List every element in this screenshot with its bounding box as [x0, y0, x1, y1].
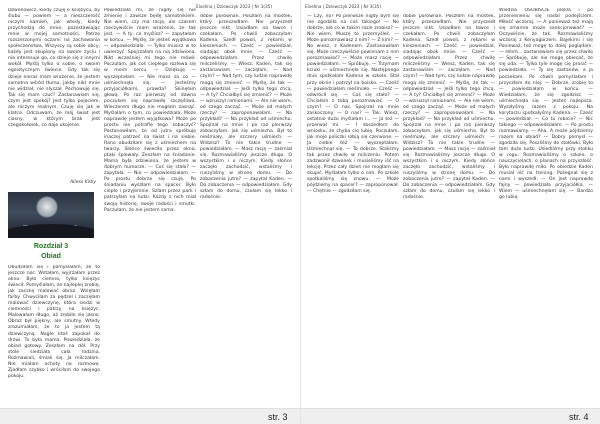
- page-header-right: Elvellna | Dziewczyk 2023 | Nr 3(35): [305, 4, 381, 9]
- paragraph: — Czy, no? Po pierwsze nigdy bym się nie zgodziła na coś takiego! — No dobrze, ale co w takim razie zrobisz? — Nie wiem. Muszę to przemyśleć. — Może porozmawiasz z nim? — Z kim? — No wiesz, z Kadenem. Zastanowiłam się. Może rzeczywiście powinnam z nim porozmawiać? — Może masz rację — powiedziałam. — Spróbuję. — Trzymam kciuki — uśmiechnęła się. Następnego dnia spotkałam Kadena w szkole. Stał przy oknie i patrzył na boisko. — Cześć — powiedziałam nieśmiało. — Cześć — odwrócił się. — Coś się stało? — Chciałam z tobą porozmawiać. — O czym? — O nas. Spojrzał na mnie zaskoczony. — O nas? — Tak. Wiesz, ostatnio dużo myślałam i... — Ja też — przerwał mi. — I doszedłem do wniosku, że chyba cię lubię. Poczułam, jak moje policzki robią się czerwone. — Ja ciebie też — wyszeptałam. Uśmiechnął się. — To dobrze. Staliśmy tak przez chwilę w milczeniu. Potem zadzwonił dzwonek i musieliśmy iść na lekcję. Przez cały dzień nie mogłam się skupić. Myślałam tylko o nim. Po szkole spotkaliśmy się znowu. — Może pójdziemy na spacer? — zaproponował. — Chętnie — zgodziłam się.: [307, 14, 399, 195]
- paragraph: Wiedzia OSOBISCIE plękla i po przeniesieniu się nadal podejściem. Miłość wczoraj. — A ponieważ też mają się zmarnie może sankcjonować? — Oczywiście, że tak. Rozmawialiśmy wczoraj z Kenyagorzem. Bąjekimi i się Ponieważ, też mogę to dalej poglądam. — Hmm... zastanawiam się przez chwilę — Spróbuję, ale nie mogę obiecać, że się uda. — Tylko tyle mogę cię prosić — powiedziała. — Ty się zastanów, a ja poczekam. Po chwili pomyślałam i przyszłam do niej. — Dobrze, zrobię to — powiedziałam w końcu. — Wiedziałam, że się zgodzisz — uśmiechnęła się. — Jesteś najlepsza. Wyszłyśmy razem z pokoju. Na korytarzu spotkałyśmy Kadena. — Cześć — powiedział. — Co tu robicie? — Nic takiego — odpowiedziałam. — Po prostu rozmawiamy. — Aha. A może pójdziemy razem na obiad? — Dobry pomysł — zgodziła się. Poszliśmy do stołówki. Było tam dużo ludzi. Usiedliśmy przy stoliku w rogu. Rozmawialiśmy o szkole, o nauczycielach, o planach na przyszłość. Było naprawdę miło. Po obiedzie Kaden musiał iść na trening. Pożegnał się z nami i wyszedł. — On jest naprawdę fajny — powiedziała przyjaciółka. — Wiem — uśmiechnęłam się. — Bardzo go lubię.: [499, 8, 593, 201]
- column-5-left: [403, 14, 495, 406]
- chapter-title: Rozdział 3: [33, 243, 69, 250]
- column-1-top: [8, 8, 100, 178]
- paragraph: dobie porównań. Poszłam na mostek, który przeszedłam. Nie przyszedł jeszcze nikt. Usiadłam na ławce i czekałam. Po chwili zobaczyłam Kadena. Szedł powoli, z rękami w kieszeniach. — Cześć — powiedział, siadając obok mnie. — Cześć — odpowiedziałam. Przez chwilę milczeliśmy. — Wiesz, Kaden, tak się zastanawiam — zaczęłam. — Nad czym? — Nad tym, czy ludzie naprawdę mogą się zmienić. — Myślę, że tak — odpowiedział. — Jeśli tylko tego chcą. — A ty? Chciałbyś się zmienić? — Może — wzruszył ramionami. — Ale nie wiem, od czego zacząć. — Może od małych rzeczy? — zaproponowałam. — Na przykład? — Na przykład od uśmiechu. Spojrzał na mnie i po raz pierwszy zobaczyłam, jak się uśmiecha. Był to nieśmiały, ale szczery uśmiech. — Widzisz? To nie takie trudne — powiedziałam. — Masz rację — zaśmiał się. Rozmawialiśmy jeszcze długo. O wszystkim i o niczym. Kiedy słońce zaczęło zachodzić, wstaliśmy i ruszyliśmy w stronę domu. — Do zobaczenia jutro? — zapytał Kaden. — Do zobaczenia — odpowiedziałam. Gdy szłam do domu, czułam się lekko i radośnie.: [403, 14, 495, 201]
- page-footer-left: [0, 408, 300, 424]
- page-number-left: str. 3: [268, 412, 288, 422]
- paragraph: Powiedziała mi, że nigdy się nie zmienię i zawsze będę samotnikiem. Nie wiem, czy ma rację, ale czasem rzeczywiście mam wrażenie, że tak jest. — A ty, co myślisz? — zapytałam w końcu. — Myślę, że jesteś wyjątkowa — odpowiedziała. — Tylko musisz w to uwierzyć. Spojrzałam na nią zdziwiona. Nikt wcześniej mi tego nie mówił. Poczułam, jak coś ciepłego rozlewa się w moim sercu. — Dziękuję — wyszeptałam. — Nie masz za co — uśmiechnęła się. — Jesteśmy przyjaciółkami, prawda? Skinęłam głową. Po raz pierwszy od dawna poczułam się naprawdę szczęśliwa. Wieczorem długo nie mogłam zasnąć. Myślałam o tym, co powiedziała. Może naprawdę jestem wyjątkowa? Może po prostu nie potrafię tego zobaczyć? Postanowiłam, że od jutra spróbuję inaczej patrzeć na świat i na siebie. Rano obudziłam się z uśmiechem na twarzy. Słońce świeciło przez okno, ptaki śpiewały. Zeszłam na śniadanie. Mama była zdziwiona, że jestem w dobrym humorze. — Coś się stało? — zapytała. — Nie — odpowiedziałam. — Po prostu dobrze się czuję. Po śniadaniu wyszłam na spacer. Było ciepło i przyjemnie. Szłam przez park i patrzyłam na ludzi. Każdy z nich miał swoją historię, swoje radości i smutki. Poczułam, że nie jestem sama.: [104, 8, 196, 213]
- paragraph: Dzwonowicz, kiedy czuję o księżycu, by ślubu — powiem — a nieszczerość niczym kamień, jak wtedy, kiedy przychodzą do mnie, pozostawiając mnie w mojej samotności. Patrzę rozszerzonymi oczami na zachowania społeczeństwa, Wszyscy są sobie obcy, każdy jest skupiony na swoim życiu i nie interesuje go, co dzieje się z innymi wokół. Myślą tylko o sobie, o swoim egoistycznym świecie. Gdy tak się dzieje nieraz mam wrażenie, że jestem samotna wśród tłumu, jakby nikt mnie nie widział, nie słyszał. Pochowuję się. Tak się mam czuć? Zastanawiam się, czym jest spokój? Jest tylko pojęciem, ale niczym realnym. Czuję się jak w klatce. Odczuwam, że mój świat jest ciasny, w którym brak jest czegokolwiek, co daje ukojenie.: [8, 8, 100, 128]
- author-signature: Aliess Kilby: [70, 180, 96, 185]
- column-6: [499, 8, 593, 406]
- page-footer-right: [301, 408, 600, 424]
- paragraph: dobie porównań. Poszłam na mostek, który przeszedłam. Nie przyszedł jeszcze nikt. Usiadłam na ławce i czekałam. Po chwili zobaczyłam Kadena. Szedł powoli, z rękami w kieszeniach. — Cześć — powiedział, siadając obok mnie. — Cześć — odpowiedziałam. Przez chwilę milczeliśmy. — Wiesz, Kaden, tak się zastanawiam — zaczęłam. — Nad czym? — Nad tym, czy ludzie naprawdę mogą się zmienić. — Myślę, że tak — odpowiedział. — Jeśli tylko tego chcą. — A ty? Chciałbyś się zmienić? — Może — wzruszył ramionami. — Ale nie wiem, od czego zacząć. — Może od małych rzeczy? — zaproponowałam. — Na przykład? — Na przykład od uśmiechu. Spojrzał na mnie i po raz pierwszy zobaczyłam, jak się uśmiecha. Był to nieśmiały, ale szczery uśmiech. — Widzisz? To nie takie trudne — powiedziałam. — Masz rację — zaśmiał się. Rozmawialiśmy jeszcze długo. O wszystkim i o niczym. Kiedy słońce zaczęło zachodzić, wstaliśmy i ruszyliśmy w stronę domu. — Do zobaczenia jutro? — zapytał Kaden. — Do zobaczenia — odpowiedziałam. Gdy szłam do domu, czułam się lekko i radośnie.: [200, 14, 292, 201]
- column-4: [307, 14, 399, 406]
- moon-shape: [36, 196, 58, 218]
- column-1-bottom: [8, 265, 100, 405]
- column-2: [104, 8, 196, 406]
- column-3: [200, 14, 292, 406]
- paragraph: Obudziłam się i pomyślałam, że to jeszcze noc. Wstałam, wyjrzałam przez okno. Było ciemno, tylko księżyc świecił. Pomyślałam, że najlepiej zrobię, jak zacznę malować obraz. Wzięłam farby. Chwyciłam za pędzel i zaczęłam malować dziewczynę, która siedzi w ciemności i patrzy na księżyc. Malowałam długo, aż zrobiło się jasno. Obraz był piękny, ale smutny. Wtedy zrozumiałam, że to ja jestem tą dziewczyną. Nagle ktoś zapukał do drzwi. To była mama. Powiedziała, że obiad gotowy. Zeszłam na dół. Przy stole siedziała cała rodzina. Rozmawiali, śmiali się. Ja milczałam. Nie miałam ochoty na rozmowę. Zjadłam szybko i wróciłam do swojego pokoju.: [8, 265, 100, 379]
- page-number-right: str. 4: [569, 412, 589, 422]
- chapter-subtitle: Obiad: [41, 253, 61, 260]
- hill-silhouette: [8, 224, 94, 238]
- page-header-left: Elvellna | Dziewczyk 2023 | Nr 3(35): [196, 4, 272, 9]
- chapter-illustration: [8, 192, 94, 238]
- page-right: [300, 0, 600, 424]
